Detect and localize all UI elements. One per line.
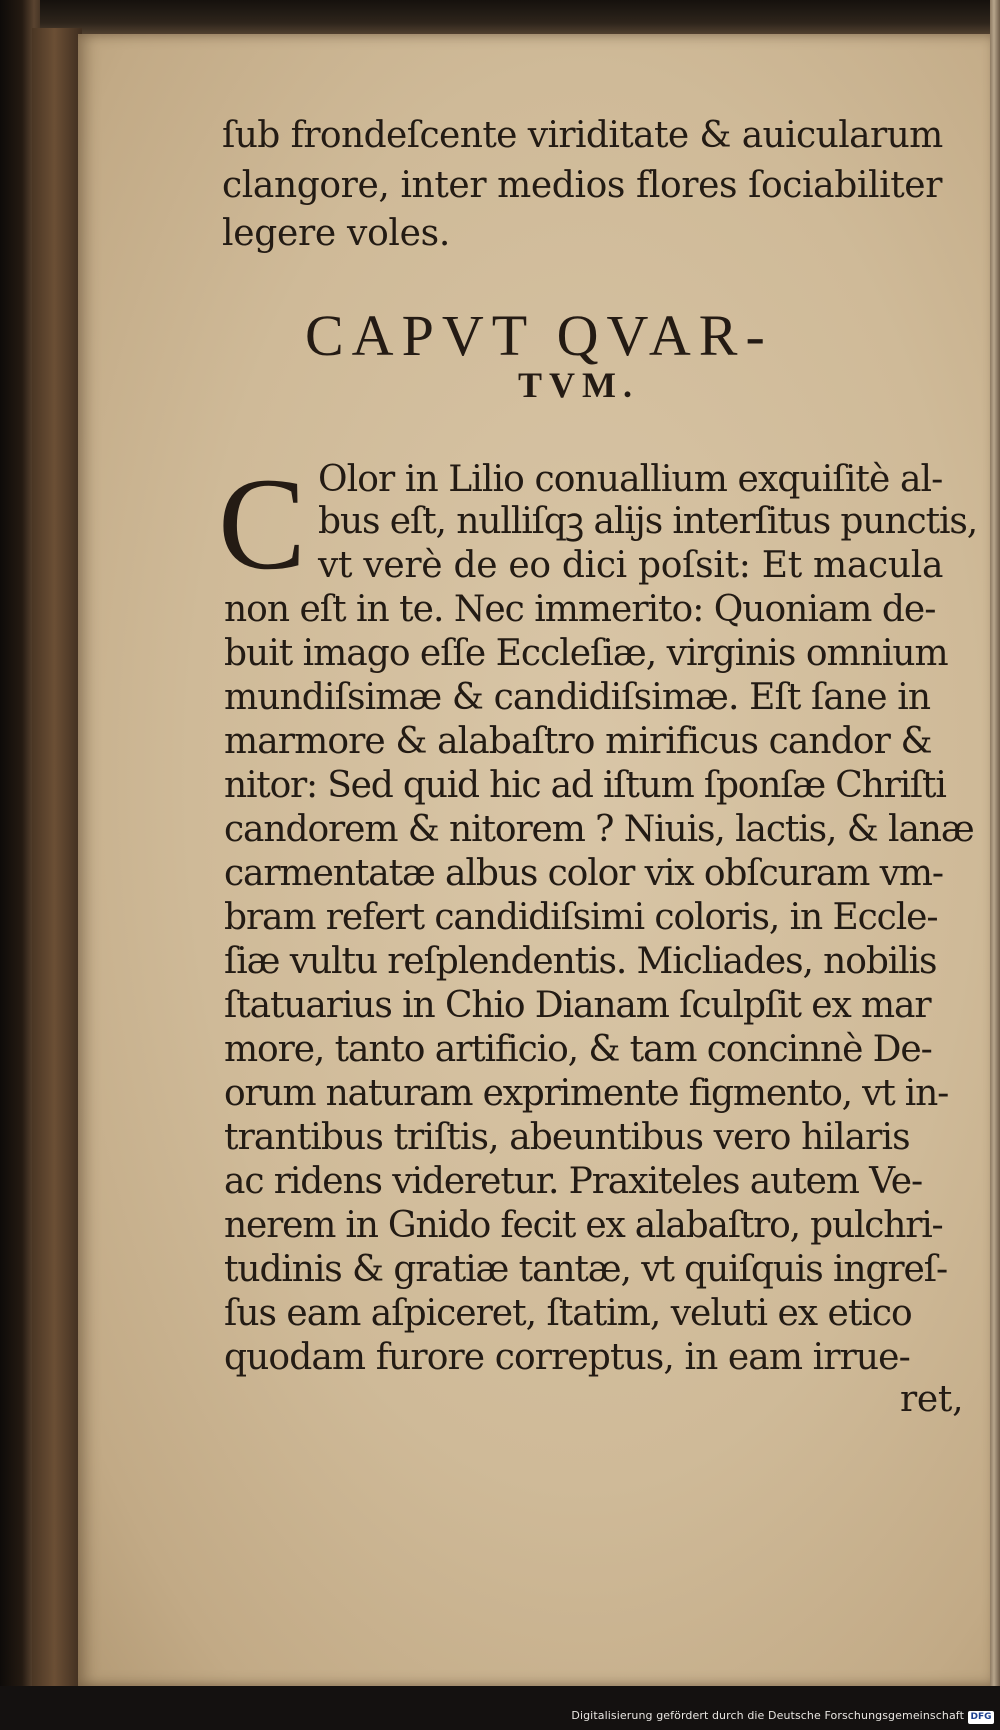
body-line-16: trantibus triſtis, abeuntibus vero hilaris <box>224 1117 910 1158</box>
book-binding-edge <box>32 28 82 1718</box>
body-line-20: ſus eam aſpiceret, ſtatim, veluti ex etico <box>224 1293 912 1334</box>
body-line-12: ſiæ vultu reſplendentis. Micliades, nobilis <box>224 941 937 982</box>
intro-line-1: ſub frondeſcente viriditate & auicularum <box>222 115 943 156</box>
chapter-heading-line-1: CAPVT QVAR- <box>305 303 773 368</box>
body-line-19: tudinis & gratiæ tantæ, vt quiſquis ingreſ- <box>224 1249 948 1290</box>
footer-bar <box>0 1686 1000 1730</box>
page-right-edge <box>990 0 1000 1730</box>
body-line-18: nerem in Gnido fecit ex alabaſtro, pulchri- <box>224 1205 943 1246</box>
body-line-13: ſtatuarius in Chio Dianam ſculpſit ex mar <box>224 985 931 1026</box>
body-line-21: quodam furore correptus, in eam irrue- <box>224 1337 910 1378</box>
body-line-1: Olor in Lilio conuallium exquiſitè al- <box>318 459 943 500</box>
body-line-3: vt verè de eo dici poſsit: Et macula <box>318 545 944 586</box>
chapter-heading-line-2: TVM. <box>518 365 639 405</box>
intro-line-2: clangore, inter medios flores ſociabiliter <box>222 165 943 206</box>
body-line-2: bus eſt, nulliſqꝫ alijs interſitus punctis, <box>318 501 978 542</box>
page-top-edge <box>40 0 1000 38</box>
dfg-logo: DFG <box>968 1711 994 1724</box>
footer-credit-text: Digitalisierung gefördert durch die Deutsche Forschungsgemeinschaft <box>571 1709 964 1722</box>
body-line-11: bram refert candidiſsimi coloris, in Eccle- <box>224 897 938 938</box>
body-line-7: marmore & alabaſtro mirificus candor & <box>224 721 932 762</box>
body-line-15: orum naturam exprimente figmento, vt in- <box>224 1073 949 1114</box>
drop-cap: C <box>218 450 307 597</box>
body-line-8: nitor: Sed quid hic ad iſtum ſponſæ Chriſti <box>224 765 946 806</box>
body-line-4: non eſt in te. Nec immerito: Quoniam de- <box>224 589 936 630</box>
body-line-10: carmentatæ albus color vix obſcuram vm- <box>224 853 943 894</box>
body-line-14: more, tanto artificio, & tam concinnè De- <box>224 1029 932 1070</box>
body-line-17: ac ridens videretur. Praxiteles autem Ve- <box>224 1161 923 1202</box>
catchword: ret, <box>900 1379 964 1420</box>
body-line-5: buit imago eſſe Eccleſiæ, virginis omnium <box>224 633 948 674</box>
body-line-6: mundiſsimæ & candidiſsimæ. Eſt ſane in <box>224 677 931 718</box>
body-line-9: candorem & nitorem ? Niuis, lactis, & lanæ <box>224 809 974 850</box>
intro-line-3: legere voles. <box>222 213 450 254</box>
